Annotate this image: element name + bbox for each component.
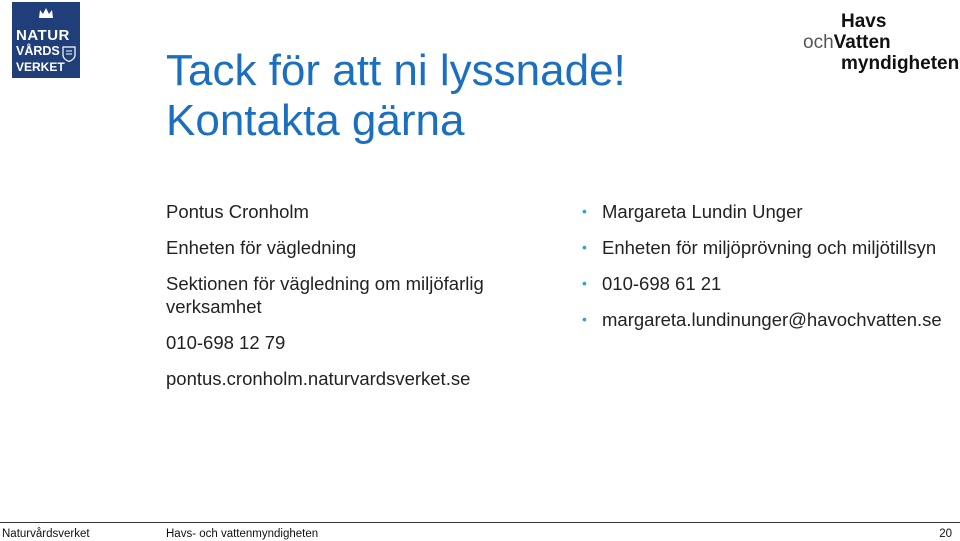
havochvatten-logo	[803, 12, 959, 72]
contact-left-unit: Enheten för vägledning	[166, 237, 357, 258]
page-number: 20	[939, 528, 952, 540]
naturvardsverket-logo	[12, 2, 80, 78]
contact-right-phone: 010-698 61 21	[602, 273, 722, 294]
contact-right-email-item	[582, 308, 954, 331]
contact-right-unit: Enheten för miljöprövning och miljötillsyn	[602, 237, 937, 258]
contact-left-phone: 010-698 12 79	[166, 332, 286, 353]
slide-title	[166, 46, 626, 146]
logo-text-och-vatten	[803, 33, 891, 52]
crown-icon	[38, 6, 54, 20]
title-line-2: Kontakta gärna	[166, 96, 465, 145]
footer-org-2: Havs- och vattenmyndigheten	[166, 528, 319, 540]
contact-right-unit-item	[582, 236, 954, 259]
logo-text-verket: VERKET	[16, 59, 65, 74]
logo-text-vards: VÅRDS	[16, 44, 60, 58]
bullet-icon: •	[582, 203, 587, 219]
contact-right-name: Margareta Lundin Unger	[602, 201, 803, 222]
contact-left-name: Pontus Cronholm	[166, 201, 309, 222]
bullet-icon: •	[582, 275, 587, 291]
logo-text-vatten: Vatten	[833, 32, 891, 53]
title-line-1: Tack för att ni lyssnade!	[166, 46, 626, 95]
logo-text-natur: NATUR	[16, 27, 70, 44]
contact-right-phone-item	[582, 272, 954, 295]
shield-icon	[62, 46, 76, 62]
bullet-icon: •	[582, 239, 587, 255]
contact-left-email: pontus.cronholm.naturvardsverket.se	[166, 368, 471, 389]
contact-right	[582, 200, 954, 344]
contact-left-section: Sektionen för vägledning om miljöfarlig verksamhet	[166, 273, 484, 317]
footer-divider	[0, 522, 960, 523]
contact-right-email: margareta.lundinunger@havochvatten.se	[602, 309, 942, 330]
contact-left	[166, 200, 536, 390]
logo-text-havs: Havs	[841, 11, 887, 32]
footer-org-1: Naturvårdsverket	[2, 528, 90, 540]
logo-text-myndigheten: myndigheten	[841, 53, 960, 74]
contact-right-name-item	[582, 200, 954, 223]
bullet-icon: •	[582, 311, 587, 327]
logo-text-och: och	[803, 32, 834, 53]
